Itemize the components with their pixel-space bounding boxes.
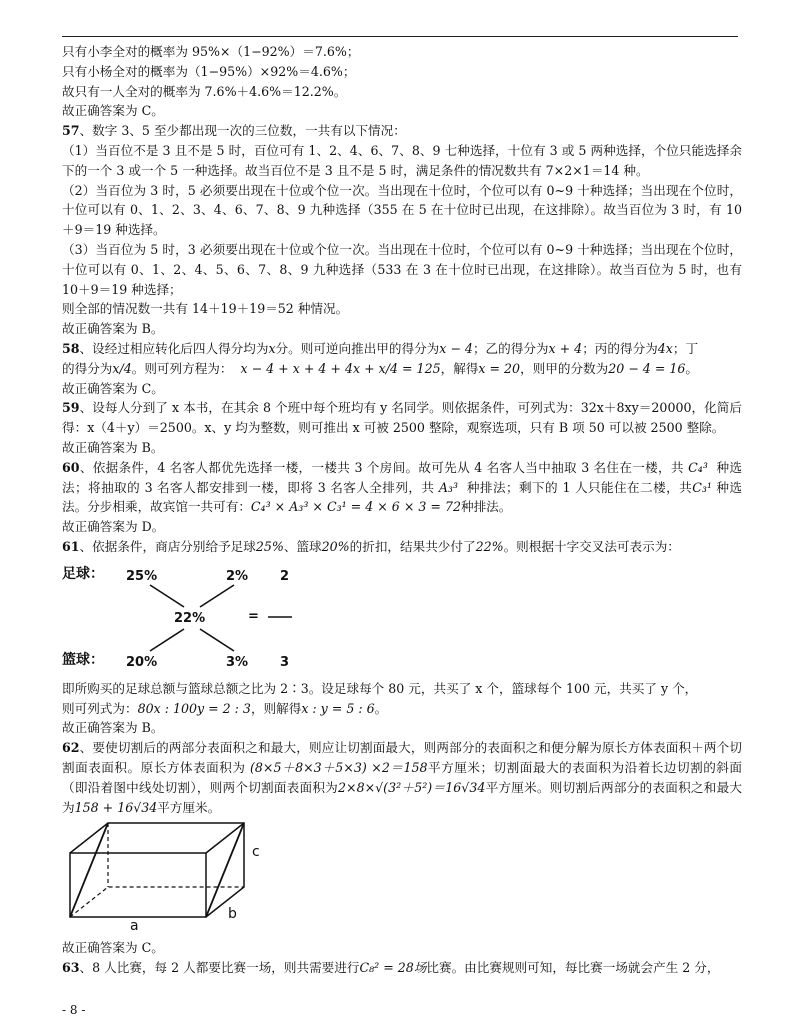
question-number: 62 xyxy=(62,740,80,756)
math-expression: 4x xyxy=(657,340,673,356)
math-expression: C₄³ × A₃³ × C₃¹ = 4 × 6 × 3 = 72 xyxy=(250,499,461,515)
math-expression: x = 20 xyxy=(478,360,521,376)
math-expression: x − 4 xyxy=(439,340,473,356)
question-number: 58 xyxy=(62,340,80,356)
math-expression: x + 4 xyxy=(548,340,583,356)
equation: x − 4 + x + 4 + 4x + x/4 = 125 xyxy=(240,360,441,376)
football-discount: 25% xyxy=(126,568,158,584)
answer-line: 故正确答案为 C。 xyxy=(62,940,164,956)
math-expression: A₃³ xyxy=(438,479,459,495)
math-expression: C₃¹ xyxy=(692,479,712,495)
question-number: 63 xyxy=(62,960,80,976)
answer-line: 故正确答案为 B。 xyxy=(62,439,164,455)
cross-method-diagram xyxy=(62,563,382,673)
math-expression: 20% xyxy=(321,538,350,554)
question-63-body: 63、8 人比赛，每 2 人都要比赛一场，则共需要进行C₈² = 28场比赛。由比赛规则可知，每比赛一场就会产生 2 分， xyxy=(62,960,720,976)
math-expression: x xyxy=(268,340,276,356)
answer-line: 故正确答案为 B。 xyxy=(62,321,164,337)
answer-line: 故正确答案为 B。 xyxy=(62,720,164,736)
football-label: 足球： xyxy=(62,565,104,582)
math-expression: x/4 xyxy=(112,360,132,376)
page-number: - 8 - xyxy=(62,1003,86,1017)
cuboid-diagram xyxy=(66,821,286,936)
answer-line: 故正确答案为 C。 xyxy=(62,380,164,396)
header-rule xyxy=(62,36,738,37)
math-expression: C₈² = 28场 xyxy=(359,960,427,976)
question-57-intro: 57、数字 3、5 至少都出现一次的三位数，一共有以下情况： xyxy=(62,123,406,139)
math-expression: (8×5＋8×3＋5×3) ×2＝158 xyxy=(249,759,428,775)
equals-sign: = xyxy=(248,608,259,624)
math-expression: x : y = 5 : 6 xyxy=(301,700,375,716)
question-57-case-2: （2）当百位为 3 时，5 必须要出现在十位或个位一次。当出现在十位时，个位可以有 0~9 十种选择；当出现在个位时，十位可以有 0、1、2、3、4、6、7、8、9 九种选择（355 在 5 在十位时已出现，在这排除）。故当百位为 3 时，有 10＋9＝19 种选择。 xyxy=(62,182,742,238)
top-difference: 2% xyxy=(226,568,249,584)
text-line: 故只有一人全对的概率为 7.6%＋4.6%＝12.2%。 xyxy=(62,83,347,99)
math-expression: 22% xyxy=(475,538,504,554)
question-58-body: 58、设经过相应转化后四人得分均为x分。则可逆向推出甲的得分为x − 4；乙的得分为x + 4；丙的得分为4x；丁 的得分为x/4。则可列方程为： x − 4 + x + 4 + 4x + x/4 = 125，解得x = 20，则甲的分数为20 − 4 = 16。 xyxy=(62,340,699,376)
question-57-total: 则全部的情况数一共有 14＋19＋19＝52 种情况。 xyxy=(62,301,349,317)
math-expression: 158 + 16√34 xyxy=(74,799,158,815)
question-60-body: 60、依据条件，4 名客人都优先选择一楼，一楼共 3 个房间。故可先从 4 名客人当中抽取 3 名住在一楼，共 C₄³ 种选法；将抽取的 3 名客人都安排到一楼，即将 3 名客人全排列，共 A₃³ 种排法；剩下的 1 人只能住在二楼，共C₃¹ 种选法。分步相乘，故宾馆一共可有：C₄³ × A₃³ × C₃¹ = 4 × 6 × 3 = 72种排法。 xyxy=(62,459,742,515)
edge-c-label: c xyxy=(252,844,260,861)
ratio-denominator: 3 xyxy=(280,654,290,670)
cuboid-drawing xyxy=(66,821,286,936)
question-61-continued: 即所购买的足球总额与篮球总额之比为 2∶3。设足球每个 80 元，共买了 x 个，篮球每个 100 元，共买了 y 个， 则可列式为：80x : 100y = 2 : 3，则解得x : y = 5 : 6。 xyxy=(62,680,698,716)
basketball-discount: 20% xyxy=(126,654,158,670)
question-62-body: 62、要使切割后的两部分表面积之和最大，则应让切割面最大，则两部分的表面积之和便分解为原长方体表面积＋两个切割面表面积。原长方体表面积为 (8×5＋8×3＋5×3) ×2＝158平方厘米；切割面最大的表面积为沿着长边切割的斜面（即沿着图中线处切割），则两个切割面表面积为2×8×√(3²＋5²)＝16√34平方厘米。则切割后两部分的表面积之和最大为158 + 16√34平方厘米。 xyxy=(62,740,743,815)
question-57-case-1: （1）当百位不是 3 且不是 5 时，百位可有 1、2、4、6、7、8、9 七种选择，十位有 3 或 5 两种选择，个位只能选择余下的一个 3 或一个 5 一种选择。故当百位不是 3 且不是 5 时，满足条件的情况数共有 7×2×1＝14 种。 xyxy=(62,142,742,178)
document-page xyxy=(62,42,742,978)
cross-lines xyxy=(62,563,382,673)
text-line: 只有小李全对的概率为 95%×（1−92%）＝7.6%； xyxy=(62,44,360,59)
math-expression: 80x : 100y = 2 : 3 xyxy=(137,700,251,716)
question-number: 61 xyxy=(62,538,80,554)
ratio-numerator: 2 xyxy=(280,568,290,584)
question-number: 60 xyxy=(62,459,80,475)
text-line: 只有小杨全对的概率为（1−95%）×92%＝4.6%； xyxy=(62,63,356,79)
edge-a-label: a xyxy=(130,918,139,935)
math-expression: 2×8×√(3²＋5²)＝16√34 xyxy=(338,779,486,795)
edge-b-label: b xyxy=(228,906,237,923)
bottom-difference: 3% xyxy=(226,654,249,670)
question-number: 57 xyxy=(62,123,80,139)
math-expression: 25% xyxy=(255,538,284,554)
question-57-case-3: （3）当百位为 5 时，3 必须要出现在十位或个位一次。当出现在十位时，个位可以有 0~9 十种选择；当出现在个位时，十位可以有 0、1、2、4、5、6、7、8、9 九种选择（533 在 3 在十位时已出现，在这排除）。故当百位为 5 时，也有 10＋9＝19 种选择； xyxy=(62,241,742,297)
basketball-label: 篮球： xyxy=(62,651,104,668)
math-expression: 20 − 4 = 16 xyxy=(608,360,686,376)
answer-line: 故正确答案为 C。 xyxy=(62,103,164,119)
question-number: 59 xyxy=(62,400,80,416)
answer-line: 故正确答案为 D。 xyxy=(62,519,165,535)
question-59-body: 59、设每人分到了 x 本书，在其余 8 个班中每个班均有 y 名同学。则依据条件，可列式为：32x＋8xy＝20000，化简后得：x（4＋y）＝2500。x、y 均为整数，则可推出 x 可被 2500 整除，观察选项，只有 B 项 50 可以被 2500 整除。 xyxy=(62,400,742,436)
question-61-body: 61、依据条件，商店分别给予足球25%、篮球20%的折扣，结果共少付了22%。则根据十字交叉法可表示为： xyxy=(62,538,680,554)
mixed-discount: 22% xyxy=(174,610,206,626)
math-expression: C₄³ xyxy=(688,459,708,475)
